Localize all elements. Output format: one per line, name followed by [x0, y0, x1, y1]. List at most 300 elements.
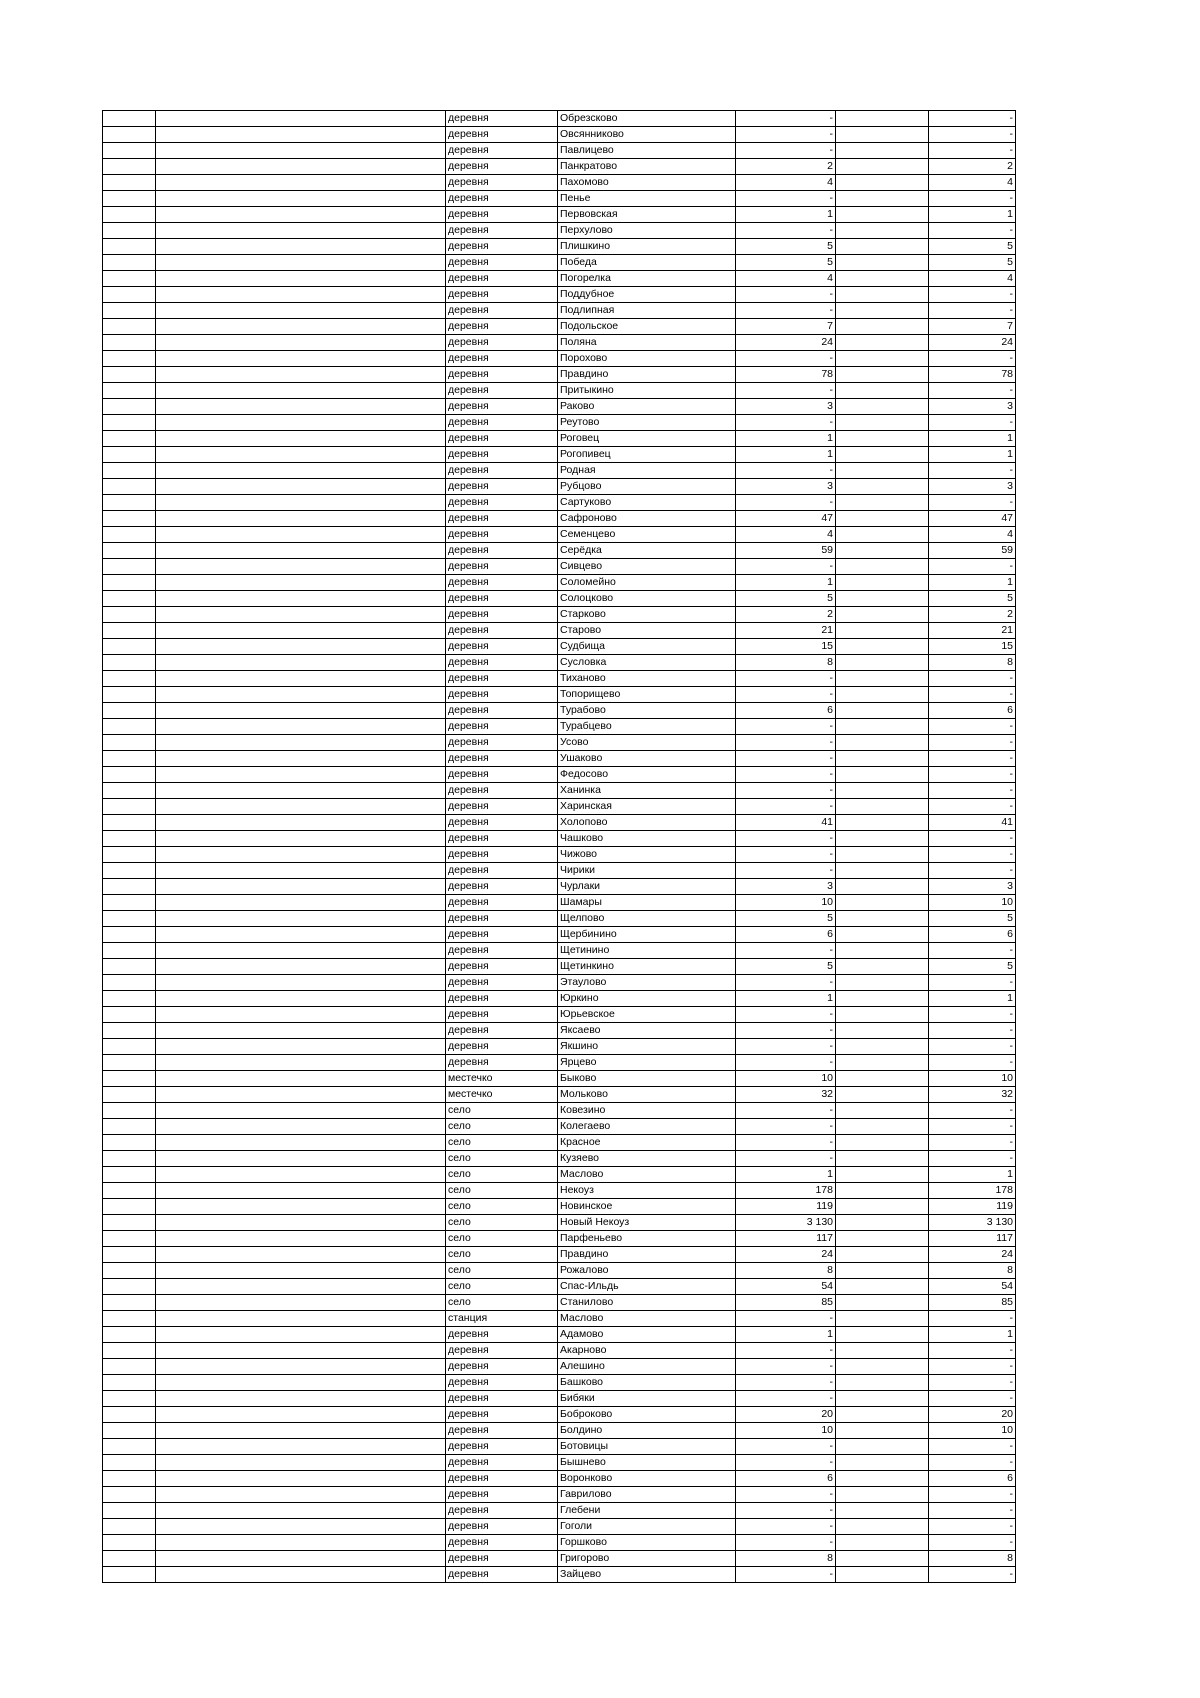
empty-cell-b — [156, 111, 446, 127]
settlement-type-cell: село — [446, 1167, 558, 1183]
total-cell: 2 — [929, 159, 1016, 175]
empty-cell-c — [836, 1215, 929, 1231]
total-cell: 15 — [929, 639, 1016, 655]
population-cell: 41 — [736, 815, 836, 831]
empty-cell-b — [156, 1247, 446, 1263]
table-row — [103, 1327, 1016, 1343]
table-row — [103, 1487, 1016, 1503]
empty-cell-a — [103, 287, 156, 303]
table-row — [103, 479, 1016, 495]
settlement-name-cell: Соломейно — [558, 575, 736, 591]
settlement-name-cell: Правдино — [558, 367, 736, 383]
table-row — [103, 927, 1016, 943]
empty-cell-b — [156, 991, 446, 1007]
table-row — [103, 1503, 1016, 1519]
table-row — [103, 607, 1016, 623]
table-row — [103, 1407, 1016, 1423]
settlement-type-cell: деревня — [446, 607, 558, 623]
table-row — [103, 1071, 1016, 1087]
total-cell: - — [929, 111, 1016, 127]
settlement-type-cell: деревня — [446, 671, 558, 687]
population-cell: - — [736, 1487, 836, 1503]
empty-cell-a — [103, 751, 156, 767]
settlement-name-cell: Юрьевское — [558, 1007, 736, 1023]
total-cell: 8 — [929, 1551, 1016, 1567]
settlement-name-cell: Воронково — [558, 1471, 736, 1487]
empty-cell-c — [836, 1103, 929, 1119]
table-row — [103, 319, 1016, 335]
empty-cell-c — [836, 943, 929, 959]
empty-cell-a — [103, 687, 156, 703]
settlement-type-cell: село — [446, 1231, 558, 1247]
empty-cell-c — [836, 1135, 929, 1151]
total-cell: 24 — [929, 335, 1016, 351]
empty-cell-a — [103, 559, 156, 575]
population-cell: 6 — [736, 1471, 836, 1487]
settlement-type-cell: деревня — [446, 911, 558, 927]
population-cell: - — [736, 127, 836, 143]
total-cell: 20 — [929, 1407, 1016, 1423]
empty-cell-a — [103, 1343, 156, 1359]
empty-cell-a — [103, 351, 156, 367]
empty-cell-c — [836, 1247, 929, 1263]
empty-cell-c — [836, 1487, 929, 1503]
settlement-type-cell: деревня — [446, 927, 558, 943]
empty-cell-b — [156, 495, 446, 511]
empty-cell-a — [103, 223, 156, 239]
empty-cell-c — [836, 1279, 929, 1295]
empty-cell-c — [836, 447, 929, 463]
population-cell: - — [736, 1151, 836, 1167]
total-cell: - — [929, 735, 1016, 751]
population-cell: - — [736, 767, 836, 783]
empty-cell-c — [836, 1391, 929, 1407]
settlement-type-cell: деревня — [446, 655, 558, 671]
empty-cell-c — [836, 1503, 929, 1519]
settlement-type-cell: деревня — [446, 1039, 558, 1055]
population-cell: - — [736, 1359, 836, 1375]
settlement-type-cell: деревня — [446, 863, 558, 879]
settlement-type-cell: деревня — [446, 767, 558, 783]
empty-cell-a — [103, 1295, 156, 1311]
empty-cell-b — [156, 831, 446, 847]
empty-cell-b — [156, 1407, 446, 1423]
settlement-type-cell: деревня — [446, 1375, 558, 1391]
table-row — [103, 1471, 1016, 1487]
empty-cell-c — [836, 159, 929, 175]
total-cell: - — [929, 383, 1016, 399]
empty-cell-c — [836, 511, 929, 527]
settlement-name-cell: Погорелка — [558, 271, 736, 287]
settlement-type-cell: деревня — [446, 815, 558, 831]
total-cell: - — [929, 559, 1016, 575]
table-row — [103, 367, 1016, 383]
empty-cell-a — [103, 319, 156, 335]
table-row — [103, 351, 1016, 367]
empty-cell-c — [836, 495, 929, 511]
table-row — [103, 447, 1016, 463]
empty-cell-a — [103, 735, 156, 751]
empty-cell-c — [836, 303, 929, 319]
population-cell: 10 — [736, 1071, 836, 1087]
table-row — [103, 591, 1016, 607]
empty-cell-b — [156, 335, 446, 351]
population-cell: - — [736, 975, 836, 991]
empty-cell-c — [836, 623, 929, 639]
table-row — [103, 1215, 1016, 1231]
table-row — [103, 223, 1016, 239]
empty-cell-b — [156, 975, 446, 991]
empty-cell-a — [103, 271, 156, 287]
settlement-name-cell: Гоголи — [558, 1519, 736, 1535]
population-cell: 21 — [736, 623, 836, 639]
empty-cell-b — [156, 1055, 446, 1071]
settlement-name-cell: Тиханово — [558, 671, 736, 687]
empty-cell-a — [103, 927, 156, 943]
settlement-name-cell: Мольково — [558, 1087, 736, 1103]
empty-cell-a — [103, 1119, 156, 1135]
population-cell: 4 — [736, 527, 836, 543]
settlement-name-cell: Гаврилово — [558, 1487, 736, 1503]
total-cell: 5 — [929, 959, 1016, 975]
empty-cell-c — [836, 703, 929, 719]
settlement-name-cell: Акарново — [558, 1343, 736, 1359]
total-cell: 85 — [929, 1295, 1016, 1311]
settlement-type-cell: деревня — [446, 111, 558, 127]
settlement-name-cell: Усово — [558, 735, 736, 751]
population-cell: 78 — [736, 367, 836, 383]
table-row — [103, 623, 1016, 639]
empty-cell-c — [836, 1119, 929, 1135]
empty-cell-c — [836, 367, 929, 383]
settlement-type-cell: деревня — [446, 431, 558, 447]
total-cell: - — [929, 1391, 1016, 1407]
empty-cell-a — [103, 1439, 156, 1455]
empty-cell-a — [103, 1311, 156, 1327]
settlement-name-cell: Чашково — [558, 831, 736, 847]
settlement-name-cell: Притыкино — [558, 383, 736, 399]
empty-cell-a — [103, 1279, 156, 1295]
empty-cell-c — [836, 143, 929, 159]
empty-cell-b — [156, 1327, 446, 1343]
settlement-name-cell: Григорово — [558, 1551, 736, 1567]
settlement-type-cell: деревня — [446, 1007, 558, 1023]
settlement-type-cell: село — [446, 1135, 558, 1151]
table-row — [103, 191, 1016, 207]
settlement-name-cell: Бышнево — [558, 1455, 736, 1471]
settlement-name-cell: Поддубное — [558, 287, 736, 303]
total-cell: - — [929, 831, 1016, 847]
table-row — [103, 1423, 1016, 1439]
total-cell: - — [929, 1007, 1016, 1023]
empty-cell-a — [103, 879, 156, 895]
empty-cell-c — [836, 1087, 929, 1103]
empty-cell-a — [103, 623, 156, 639]
population-cell: 8 — [736, 655, 836, 671]
empty-cell-a — [103, 575, 156, 591]
empty-cell-a — [103, 479, 156, 495]
total-cell: - — [929, 303, 1016, 319]
settlement-type-cell: деревня — [446, 943, 558, 959]
empty-cell-c — [836, 831, 929, 847]
table-row — [103, 1343, 1016, 1359]
empty-cell-c — [836, 239, 929, 255]
settlement-type-cell: деревня — [446, 511, 558, 527]
empty-cell-b — [156, 271, 446, 287]
total-cell: - — [929, 1535, 1016, 1551]
table-row — [103, 639, 1016, 655]
empty-cell-b — [156, 1503, 446, 1519]
settlement-type-cell: деревня — [446, 191, 558, 207]
empty-cell-a — [103, 815, 156, 831]
empty-cell-b — [156, 431, 446, 447]
total-cell: - — [929, 847, 1016, 863]
population-cell: 15 — [736, 639, 836, 655]
empty-cell-b — [156, 687, 446, 703]
population-cell: 5 — [736, 255, 836, 271]
table-row — [103, 1087, 1016, 1103]
population-cell: 5 — [736, 591, 836, 607]
population-cell: - — [736, 1311, 836, 1327]
settlement-name-cell: Бибяки — [558, 1391, 736, 1407]
settlement-name-cell: Болдино — [558, 1423, 736, 1439]
total-cell: - — [929, 143, 1016, 159]
total-cell: - — [929, 1439, 1016, 1455]
settlement-name-cell: Реутово — [558, 415, 736, 431]
empty-cell-b — [156, 1167, 446, 1183]
settlement-type-cell: деревня — [446, 719, 558, 735]
empty-cell-b — [156, 879, 446, 895]
empty-cell-a — [103, 191, 156, 207]
empty-cell-c — [836, 607, 929, 623]
empty-cell-b — [156, 847, 446, 863]
empty-cell-b — [156, 1567, 446, 1583]
empty-cell-a — [103, 1151, 156, 1167]
settlement-name-cell: Юркино — [558, 991, 736, 1007]
settlement-type-cell: местечко — [446, 1087, 558, 1103]
settlement-type-cell: деревня — [446, 831, 558, 847]
population-cell: - — [736, 1023, 836, 1039]
settlement-name-cell: Подольское — [558, 319, 736, 335]
table-row — [103, 1439, 1016, 1455]
empty-cell-b — [156, 655, 446, 671]
empty-cell-b — [156, 1279, 446, 1295]
empty-cell-a — [103, 911, 156, 927]
total-cell: - — [929, 751, 1016, 767]
empty-cell-b — [156, 895, 446, 911]
empty-cell-b — [156, 287, 446, 303]
empty-cell-a — [103, 847, 156, 863]
empty-cell-b — [156, 1455, 446, 1471]
empty-cell-a — [103, 639, 156, 655]
empty-cell-b — [156, 399, 446, 415]
settlement-name-cell: Сартуково — [558, 495, 736, 511]
table-row — [103, 1151, 1016, 1167]
settlement-name-cell: Башково — [558, 1375, 736, 1391]
empty-cell-a — [103, 799, 156, 815]
total-cell: 1 — [929, 575, 1016, 591]
population-cell: - — [736, 719, 836, 735]
settlement-name-cell: Щетинино — [558, 943, 736, 959]
empty-cell-a — [103, 1103, 156, 1119]
population-cell: - — [736, 143, 836, 159]
settlement-type-cell: деревня — [446, 639, 558, 655]
population-cell: 32 — [736, 1087, 836, 1103]
empty-cell-c — [836, 927, 929, 943]
population-cell: - — [736, 847, 836, 863]
settlement-type-cell: село — [446, 1295, 558, 1311]
empty-cell-c — [836, 463, 929, 479]
empty-cell-b — [156, 351, 446, 367]
empty-cell-a — [103, 1087, 156, 1103]
empty-cell-b — [156, 159, 446, 175]
total-cell: - — [929, 1055, 1016, 1071]
empty-cell-b — [156, 591, 446, 607]
population-cell: 3 — [736, 879, 836, 895]
total-cell: 5 — [929, 591, 1016, 607]
table-row — [103, 991, 1016, 1007]
empty-cell-a — [103, 591, 156, 607]
table-row — [103, 415, 1016, 431]
settlement-type-cell: село — [446, 1247, 558, 1263]
population-cell: - — [736, 1135, 836, 1151]
empty-cell-c — [836, 207, 929, 223]
empty-cell-a — [103, 703, 156, 719]
empty-cell-a — [103, 671, 156, 687]
empty-cell-a — [103, 943, 156, 959]
empty-cell-c — [836, 1055, 929, 1071]
population-cell: 1 — [736, 447, 836, 463]
table-row — [103, 1535, 1016, 1551]
population-cell: 10 — [736, 895, 836, 911]
empty-cell-a — [103, 255, 156, 271]
population-cell: 1 — [736, 1167, 836, 1183]
empty-cell-c — [836, 1551, 929, 1567]
empty-cell-b — [156, 767, 446, 783]
empty-cell-c — [836, 975, 929, 991]
empty-cell-c — [836, 1007, 929, 1023]
table-row — [103, 399, 1016, 415]
total-cell: - — [929, 1103, 1016, 1119]
total-cell: 3 — [929, 879, 1016, 895]
settlement-type-cell: деревня — [446, 239, 558, 255]
table-row — [103, 143, 1016, 159]
table-row — [103, 879, 1016, 895]
empty-cell-c — [836, 399, 929, 415]
total-cell: 32 — [929, 1087, 1016, 1103]
settlement-name-cell: Спас-Ильдь — [558, 1279, 736, 1295]
settlement-type-cell: деревня — [446, 367, 558, 383]
population-cell: 1 — [736, 991, 836, 1007]
table-row — [103, 111, 1016, 127]
table-row — [103, 671, 1016, 687]
total-cell: 6 — [929, 927, 1016, 943]
total-cell: 59 — [929, 543, 1016, 559]
population-cell: 24 — [736, 335, 836, 351]
empty-cell-a — [103, 207, 156, 223]
empty-cell-c — [836, 815, 929, 831]
empty-cell-b — [156, 559, 446, 575]
settlement-name-cell: Щетинкино — [558, 959, 736, 975]
table-row — [103, 431, 1016, 447]
settlement-type-cell: деревня — [446, 223, 558, 239]
population-cell: 1 — [736, 1327, 836, 1343]
population-cell: 3 — [736, 399, 836, 415]
empty-cell-b — [156, 447, 446, 463]
settlement-type-cell: деревня — [446, 399, 558, 415]
population-cell: - — [736, 495, 836, 511]
empty-cell-a — [103, 831, 156, 847]
empty-cell-b — [156, 1007, 446, 1023]
empty-cell-b — [156, 1039, 446, 1055]
total-cell: 119 — [929, 1199, 1016, 1215]
total-cell: - — [929, 1151, 1016, 1167]
population-cell: - — [736, 1391, 836, 1407]
settlement-type-cell: деревня — [446, 351, 558, 367]
table-row — [103, 1103, 1016, 1119]
settlement-type-cell: деревня — [446, 1359, 558, 1375]
table-row — [103, 303, 1016, 319]
settlement-name-cell: Маслово — [558, 1167, 736, 1183]
empty-cell-b — [156, 175, 446, 191]
table-row — [103, 815, 1016, 831]
settlement-name-cell: Харинская — [558, 799, 736, 815]
total-cell: 21 — [929, 623, 1016, 639]
population-cell: 1 — [736, 431, 836, 447]
settlement-type-cell: деревня — [446, 1391, 558, 1407]
settlement-name-cell: Пахомово — [558, 175, 736, 191]
empty-cell-a — [103, 415, 156, 431]
empty-cell-b — [156, 943, 446, 959]
empty-cell-b — [156, 543, 446, 559]
table-row — [103, 783, 1016, 799]
empty-cell-b — [156, 1311, 446, 1327]
settlement-name-cell: Солоцково — [558, 591, 736, 607]
population-cell: - — [736, 351, 836, 367]
total-cell: 1 — [929, 1167, 1016, 1183]
settlement-type-cell: деревня — [446, 1503, 558, 1519]
empty-cell-c — [836, 847, 929, 863]
empty-cell-b — [156, 671, 446, 687]
empty-cell-c — [836, 559, 929, 575]
settlement-type-cell: село — [446, 1119, 558, 1135]
table-row — [103, 719, 1016, 735]
empty-cell-c — [836, 1327, 929, 1343]
empty-cell-a — [103, 1039, 156, 1055]
settlement-name-cell: Кузяево — [558, 1151, 736, 1167]
empty-cell-a — [103, 1551, 156, 1567]
empty-cell-a — [103, 1231, 156, 1247]
settlement-type-cell: деревня — [446, 879, 558, 895]
empty-cell-c — [836, 671, 929, 687]
table-row — [103, 767, 1016, 783]
total-cell: 4 — [929, 527, 1016, 543]
settlement-name-cell: Турабцево — [558, 719, 736, 735]
empty-cell-a — [103, 719, 156, 735]
empty-cell-b — [156, 367, 446, 383]
empty-cell-c — [836, 127, 929, 143]
settlement-type-cell: деревня — [446, 703, 558, 719]
empty-cell-b — [156, 1391, 446, 1407]
population-cell: 5 — [736, 239, 836, 255]
settlement-table — [102, 110, 1016, 1583]
empty-cell-b — [156, 1263, 446, 1279]
empty-cell-a — [103, 1487, 156, 1503]
total-cell: - — [929, 415, 1016, 431]
empty-cell-a — [103, 1503, 156, 1519]
total-cell: - — [929, 1343, 1016, 1359]
settlement-type-cell: деревня — [446, 175, 558, 191]
